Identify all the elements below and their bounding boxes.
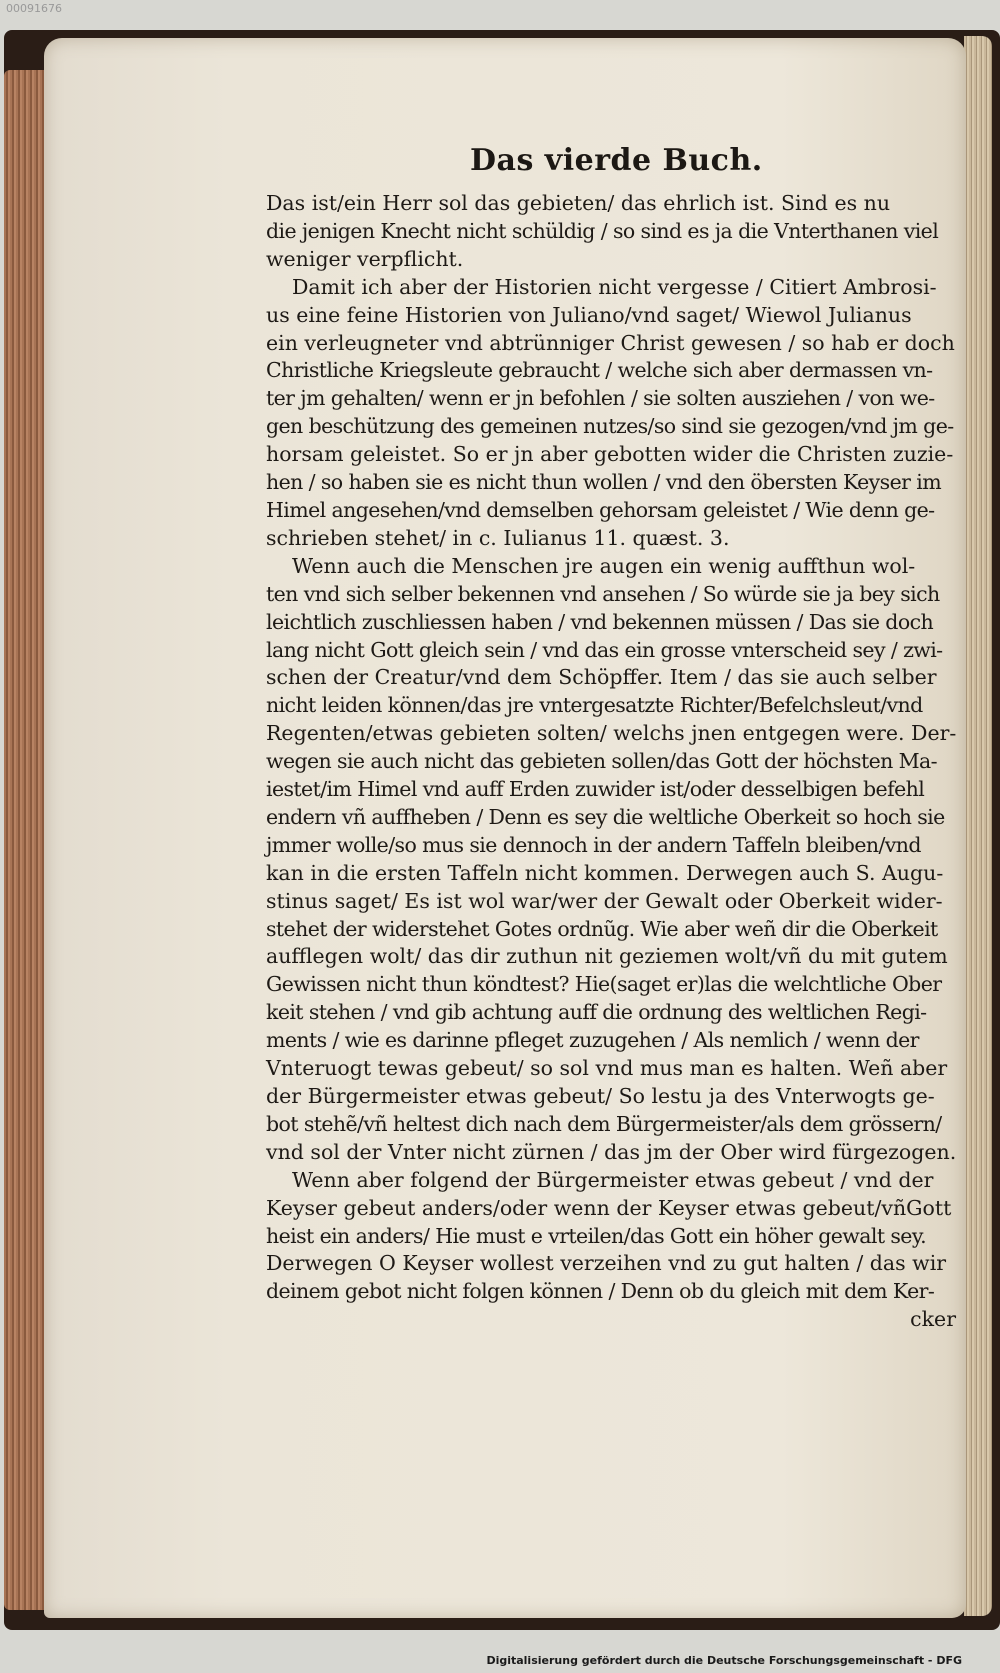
text-line: jmmer wolle/so mus sie dennoch in der andern Taffeln bleiben/vnd bbox=[266, 832, 921, 857]
text-line: aufflegen wolt/ das dir zuthun nit geziemen wolt/vñ du mit gutem bbox=[266, 944, 948, 969]
text-line: horsam geleistet. So er jn aber gebotten wider die Christen zuzie- bbox=[266, 442, 954, 467]
text-line: lang nicht Gott gleich sein / vnd das ein grosse vnterscheid sey / zwi- bbox=[266, 637, 943, 662]
text-line: die jenigen Knecht nicht schüldig / so sind es ja die Vnterthanen viel bbox=[266, 218, 939, 243]
text-line: Gewissen nicht thun köndtest? Hie(saget er)las die welchtliche Ober bbox=[266, 972, 942, 997]
text-line: Vnteruogt tewas gebeut/ so sol vnd mus man es halten. Weñ aber bbox=[266, 1056, 948, 1081]
scan-id-label: 00091676 bbox=[6, 2, 62, 15]
text-line: Keyser gebeut anders/oder wenn der Keyser etwas gebeut/vñGott bbox=[266, 1195, 952, 1220]
text-line: stehet der widerstehet Gotes ordnũg. Wie aber weñ dir die Oberkeit bbox=[266, 916, 938, 941]
text-line: ter jm gehalten/ wenn er jn befohlen / sie solten ausziehen / von we- bbox=[266, 386, 935, 411]
text-line: heist ein anders/ Hie must e vrteilen/das Gott ein höher gewalt sey. bbox=[266, 1223, 927, 1248]
body-text bbox=[266, 190, 956, 1334]
text-line: stinus saget/ Es ist wol war/wer der Gewalt oder Oberkeit wider- bbox=[266, 888, 943, 913]
text-line: Das ist/ein Herr sol das gebieten/ das ehrlich ist. Sind es nu bbox=[266, 191, 891, 215]
text-line: Wenn aber folgend der Bürgermeister etwas gebeut / vnd der bbox=[292, 1167, 934, 1192]
text-line: Regenten/etwas gebieten solten/ welchs jnen entgegen were. Der- bbox=[266, 721, 957, 746]
dfg-credit: Digitalisierung gefördert durch die Deutsche Forschungsgemeinschaft - DFG bbox=[486, 1654, 962, 1667]
book-spine-edge bbox=[4, 70, 44, 1610]
text-line: weniger verpflicht. bbox=[266, 246, 464, 271]
text-line: ten vnd sich selber bekennen vnd ansehen / So würde sie ja bey sich bbox=[266, 581, 940, 606]
text-line: hen / so haben sie es nicht thun wollen / vnd den öbersten Keyser im bbox=[266, 470, 942, 495]
text-line: vnd sol der Vnter nicht zürnen / das jm der Ober wird fürgezogen. bbox=[266, 1139, 957, 1164]
text-line: nicht leiden können/das jre vntergesatzte Richter/Befelchsleut/vnd bbox=[266, 693, 923, 718]
text-line: endern vñ auffheben / Denn es sey die weltliche Oberkeit so hoch sie bbox=[266, 804, 945, 829]
text-line: Wenn auch die Menschen jre augen ein wenig auffthun wol- bbox=[292, 553, 916, 578]
text-line: Christliche Kriegsleute gebraucht / welche sich aber dermassen vn- bbox=[266, 358, 933, 383]
text-line: deinem gebot nicht folgen können / Denn ob du gleich mit dem Ker- bbox=[266, 1279, 935, 1304]
text-line: ments / wie es darinne pfleget zuzugehen / Als nemlich / wenn der bbox=[266, 1028, 919, 1053]
text-line: us eine feine Historien von Juliano/vnd saget/ Wiewol Julianus bbox=[266, 302, 912, 327]
text-line: cker bbox=[910, 1307, 956, 1332]
text-line: Damit ich aber der Historien nicht vergesse / Citiert Ambrosi- bbox=[292, 274, 937, 299]
text-line: wegen sie auch nicht das gebieten sollen/das Gott der höchsten Ma- bbox=[266, 749, 937, 774]
page-heading: Das vierde Buch. bbox=[470, 143, 763, 178]
page-edges bbox=[964, 36, 992, 1616]
text-line: bot stehẽ/vñ heltest dich nach dem Bürgermeister/als dem grössern/ bbox=[266, 1111, 942, 1136]
text-line: kan in die ersten Taffeln nicht kommen. Derwegen auch S. Augu- bbox=[266, 860, 944, 885]
text-line: keit stehen / vnd gib achtung auff die ordnung des weltlichen Regi- bbox=[266, 1000, 927, 1025]
text-line: schen der Creatur/vnd dem Schöpffer. Item / das sie auch selber bbox=[266, 665, 937, 690]
text-line: iestet/im Himel vnd auff Erden zuwider ist/oder desselbigen befehl bbox=[266, 777, 925, 802]
text-line: Derwegen O Keyser wollest verzeihen vnd zu gut halten / das wir bbox=[266, 1251, 947, 1276]
text-line: schrieben stehet/ in c. Iulianus 11. quæst. 3. bbox=[266, 525, 730, 550]
text-line: gen beschützung des gemeinen nutzes/so sind sie gezogen/vnd jm ge- bbox=[266, 414, 954, 439]
text-line: Himel angesehen/vnd demselben gehorsam geleistet / Wie denn ge- bbox=[266, 497, 935, 522]
text-line: ein verleugneter vnd abtrünniger Christ gewesen / so hab er doch bbox=[266, 330, 955, 355]
text-line: der Bürgermeister etwas gebeut/ So lestu ja des Vnterwogts ge- bbox=[266, 1084, 935, 1108]
text-line: leichtlich zuschliessen haben / vnd bekennen müssen / Das sie doch bbox=[266, 609, 934, 634]
